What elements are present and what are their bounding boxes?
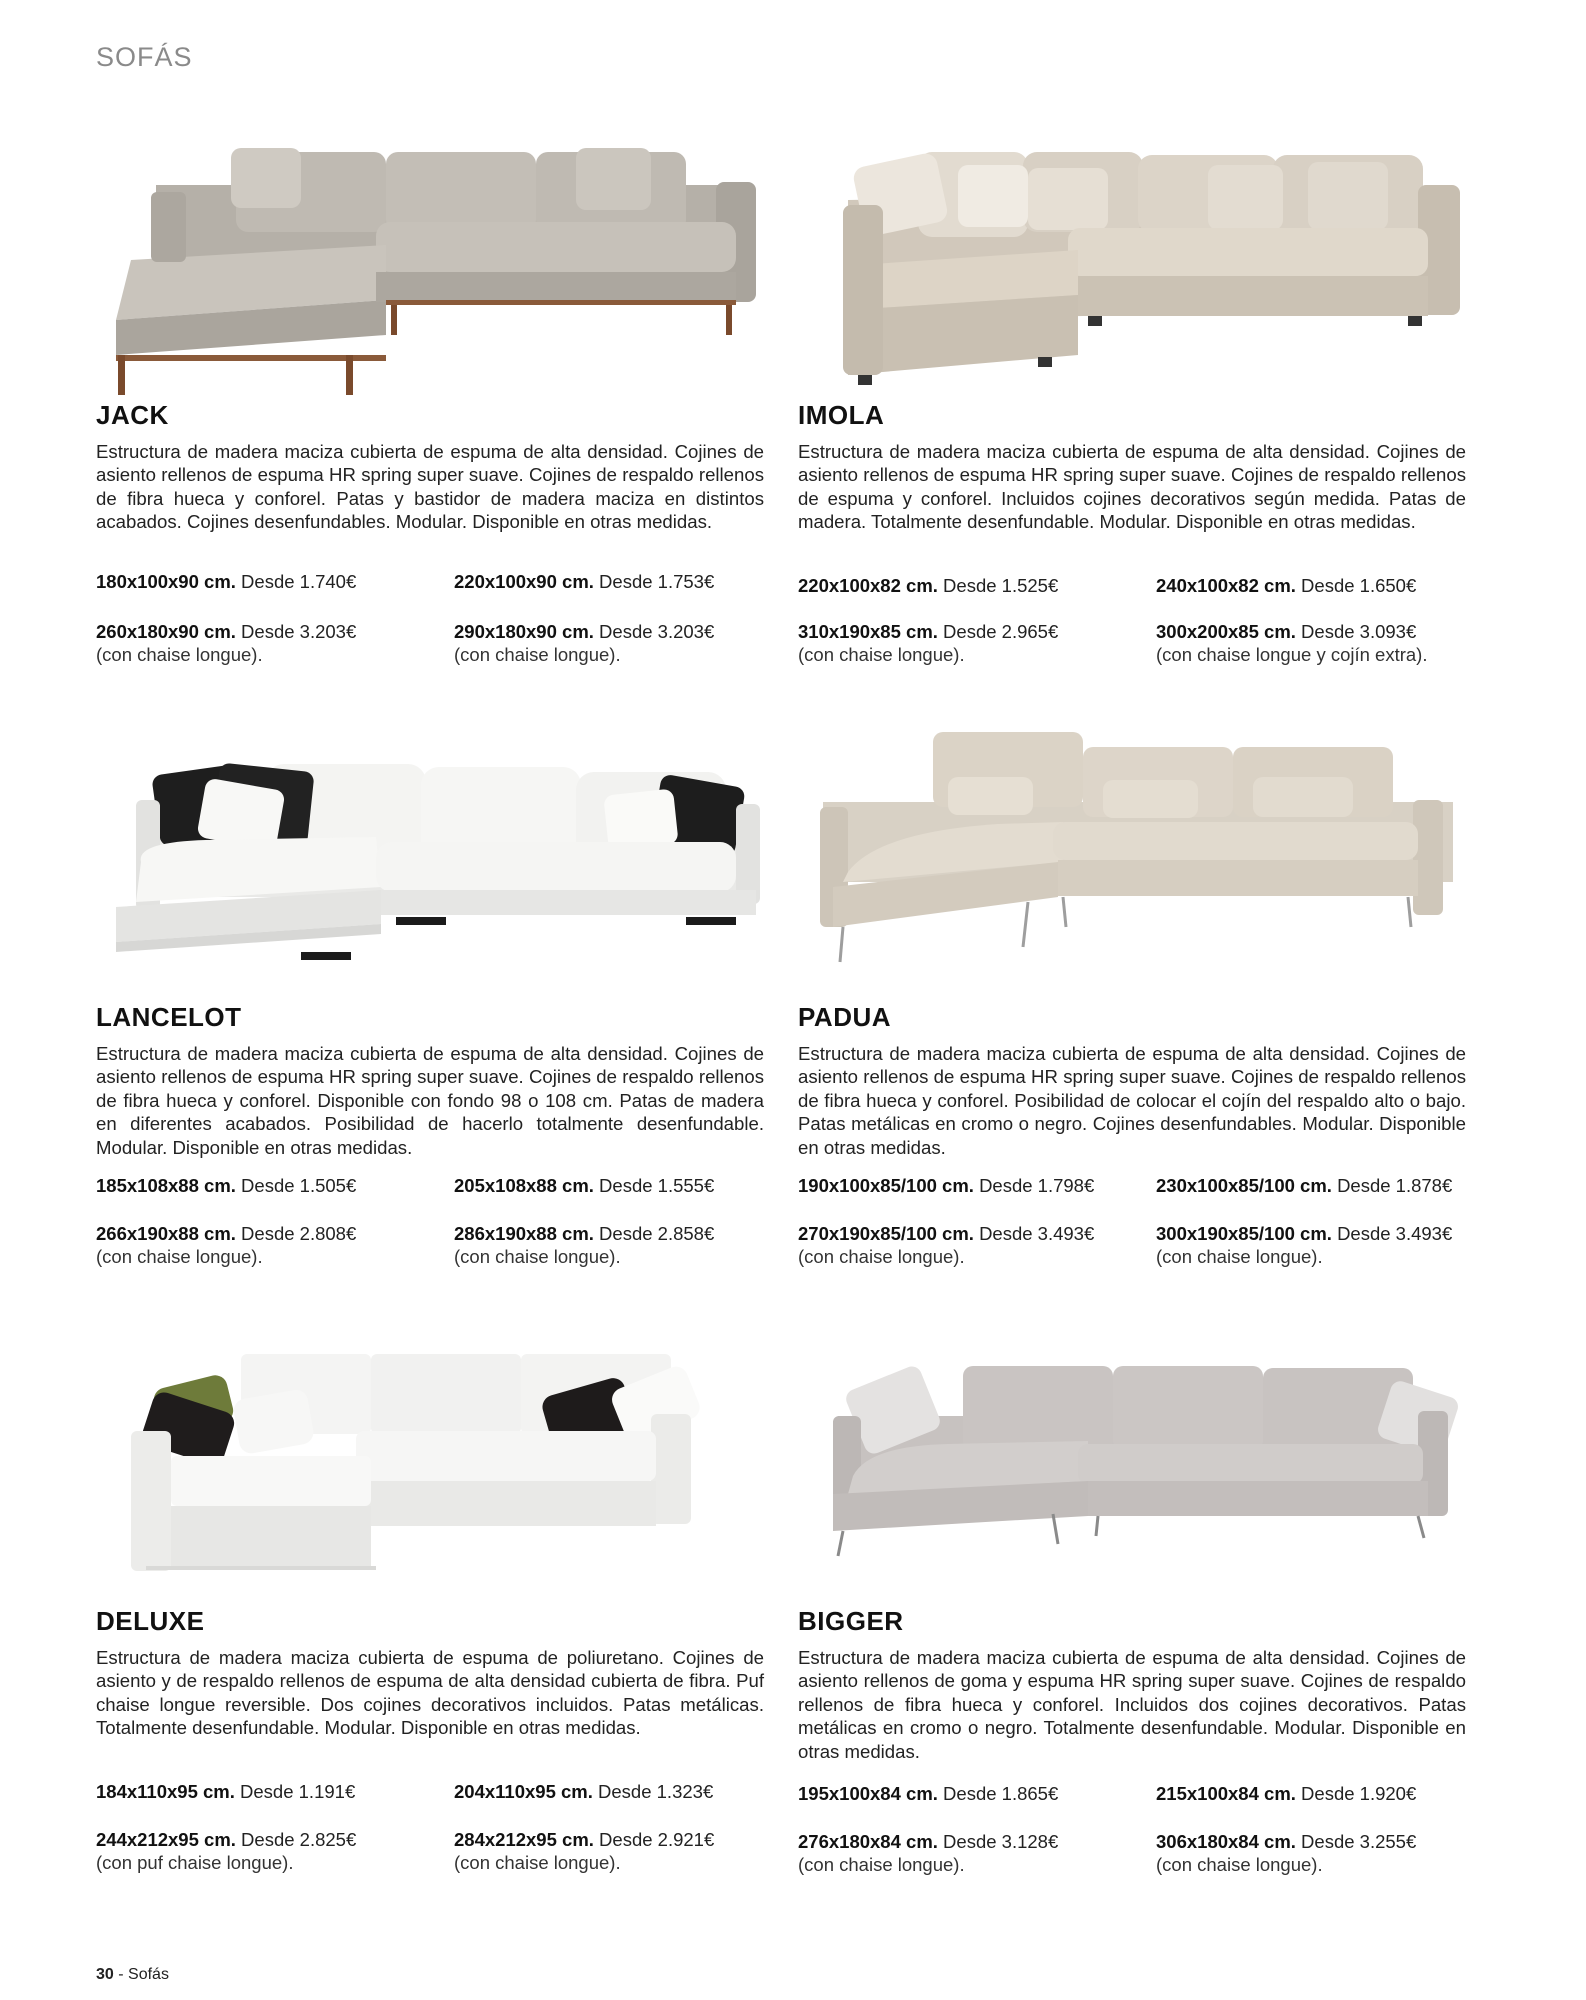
beige-corner-sofa-image	[798, 110, 1470, 410]
price-value: Desde 1.555€	[599, 1175, 715, 1196]
price-option	[798, 620, 1128, 666]
price-option	[1156, 1222, 1486, 1268]
price-option	[454, 620, 784, 666]
product-deluxe	[96, 1316, 768, 1896]
price-option	[96, 1828, 426, 1874]
price-value: Desde 1.753€	[599, 571, 715, 592]
price-option	[454, 1174, 784, 1197]
product-lancelot	[96, 712, 768, 1292]
product-description: Estructura de madera maciza cubierta de espuma de alta densidad. Cojines de asiento rellenos de espuma HR spring super suave. Cojines de respaldo rellenos de fibra hueca y conforel. Posibilidad de colocar el cojín del respaldo alto o bajo. Patas metálicas en cromo o negro. Cojines desenfundables. Modular. Disponible en otras medidas.	[798, 1043, 1466, 1158]
price-dims: 306x180x84 cm.	[1156, 1831, 1296, 1852]
price-note: (con chaise longue).	[798, 644, 965, 665]
price-value: Desde 3.203€	[241, 621, 357, 642]
price-note: (con chaise longue).	[96, 1246, 263, 1267]
product-name: DELUXE	[96, 1606, 205, 1636]
white-chaise-sofa-black-cushions-image	[96, 712, 768, 1012]
price-value: Desde 2.808€	[241, 1223, 357, 1244]
price-value: Desde 1.505€	[241, 1175, 357, 1196]
price-option	[798, 1830, 1128, 1876]
price-note: (con chaise longue y cojín extra).	[1156, 644, 1428, 665]
price-note: (con chaise longue).	[798, 1854, 965, 1875]
page-number: 30	[96, 1966, 114, 1983]
price-option	[1156, 1174, 1486, 1197]
price-dims: 185x108x88 cm.	[96, 1175, 236, 1196]
product-name: LANCELOT	[96, 1002, 242, 1032]
price-dims: 220x100x90 cm.	[454, 571, 594, 592]
price-note: (con chaise longue).	[454, 1246, 621, 1267]
product-description: Estructura de madera maciza cubierta de espuma de alta densidad. Cojines de asiento rellenos de espuma HR spring super suave. Cojines de respaldo rellenos de fibra hueca y conforel. Disponible con fondo 98 o 108 cm. Patas de madera en diferentes acabados. Posibilidad de hacerlo totalmente desenfundable. Modular. Disponible en otras medidas.	[96, 1043, 764, 1158]
page-footer	[96, 1966, 169, 1984]
price-option	[454, 1780, 784, 1803]
price-value: Desde 3.128€	[943, 1831, 1059, 1852]
price-value: Desde 2.921€	[599, 1829, 715, 1850]
price-note: (con chaise longue).	[454, 644, 621, 665]
price-dims: 276x180x84 cm.	[798, 1831, 938, 1852]
price-note: (con chaise longue).	[454, 1852, 621, 1873]
price-dims: 230x100x85/100 cm.	[1156, 1175, 1332, 1196]
price-value: Desde 1.865€	[943, 1783, 1059, 1804]
price-option	[454, 1222, 784, 1268]
product-description: Estructura de madera maciza cubierta de espuma de alta densidad. Cojines de asiento rellenos de espuma HR spring super suave. Cojines de respaldo rellenos de espuma y conforel. Incluidos cojines decorativos según medida. Patas de madera. Totalmente desenfundable. Modular. Disponible en otras medidas.	[798, 441, 1466, 533]
price-value: Desde 1.740€	[241, 571, 357, 592]
price-option	[454, 570, 784, 593]
price-option	[798, 1782, 1128, 1805]
price-dims: 286x190x88 cm.	[454, 1223, 594, 1244]
white-modular-sofa-pouf-image	[96, 1316, 768, 1616]
price-value: Desde 1.920€	[1301, 1783, 1417, 1804]
price-dims: 260x180x90 cm.	[96, 621, 236, 642]
product-description: Estructura de madera maciza cubierta de espuma de poliuretano. Cojines de asiento y de respaldo rellenos de espuma de alta densidad cubierta de fibra. Puf chaise longue reversible. Dos cojines decorativos incluidos. Patas metálicas. Totalmente desenfundable. Modular. Disponible en otras medidas.	[96, 1647, 764, 1739]
price-value: Desde 2.965€	[943, 621, 1059, 642]
price-option	[96, 1222, 426, 1268]
price-value: Desde 1.878€	[1337, 1175, 1453, 1196]
price-value: Desde 3.493€	[979, 1223, 1095, 1244]
price-option	[1156, 574, 1486, 597]
price-value: Desde 3.255€	[1301, 1831, 1417, 1852]
product-padua	[798, 712, 1470, 1292]
price-dims: 184x110x95 cm.	[96, 1781, 235, 1802]
price-dims: 180x100x90 cm.	[96, 571, 236, 592]
price-value: Desde 1.650€	[1301, 575, 1417, 596]
price-value: Desde 3.493€	[1337, 1223, 1453, 1244]
price-value: Desde 1.525€	[943, 575, 1059, 596]
price-option	[798, 1174, 1128, 1197]
product-bigger	[798, 1316, 1470, 1896]
taupe-chaise-sofa-image	[798, 1316, 1470, 1616]
price-note: (con chaise longue).	[96, 644, 263, 665]
product-jack	[96, 110, 768, 690]
price-option	[798, 574, 1128, 597]
price-dims: 240x100x82 cm.	[1156, 575, 1296, 596]
price-dims: 300x200x85 cm.	[1156, 621, 1296, 642]
price-dims: 220x100x82 cm.	[798, 575, 938, 596]
footer-section: Sofás	[128, 1966, 169, 1983]
footer-separator: -	[118, 1966, 124, 1983]
price-note: (con chaise longue).	[1156, 1246, 1323, 1267]
price-dims: 195x100x84 cm.	[798, 1783, 938, 1804]
price-value: Desde 3.093€	[1301, 621, 1417, 642]
product-description: Estructura de madera maciza cubierta de espuma de alta densidad. Cojines de asiento rellenos de goma y espuma HR spring super suave. Cojines de respaldo rellenos de fibra hueca y conforel. Incluidos dos cojines decorativos. Patas metálicas en cromo o negro. Totalmente desenfundable. Modular. Disponible en otras medidas.	[798, 1647, 1466, 1762]
price-value: Desde 1.323€	[598, 1781, 714, 1802]
product-imola	[798, 110, 1470, 690]
price-note: (con puf chaise longue).	[96, 1852, 294, 1873]
product-name: IMOLA	[798, 400, 885, 430]
product-name: PADUA	[798, 1002, 892, 1032]
price-dims: 204x110x95 cm.	[454, 1781, 593, 1802]
cream-chaise-sofa-metal-legs-image	[798, 712, 1470, 1012]
price-option	[96, 1174, 426, 1197]
price-note: (con chaise longue).	[1156, 1854, 1323, 1875]
price-dims: 244x212x95 cm.	[96, 1829, 236, 1850]
price-dims: 215x100x84 cm.	[1156, 1783, 1296, 1804]
product-name: JACK	[96, 400, 169, 430]
price-option	[96, 570, 426, 593]
price-dims: 270x190x85/100 cm.	[798, 1223, 974, 1244]
price-value: Desde 1.798€	[979, 1175, 1095, 1196]
price-dims: 300x190x85/100 cm.	[1156, 1223, 1332, 1244]
price-dims: 266x190x88 cm.	[96, 1223, 236, 1244]
price-dims: 284x212x95 cm.	[454, 1829, 594, 1850]
price-value: Desde 2.825€	[241, 1829, 357, 1850]
price-note: (con chaise longue).	[798, 1246, 965, 1267]
product-name: BIGGER	[798, 1606, 904, 1636]
price-dims: 205x108x88 cm.	[454, 1175, 594, 1196]
price-value: Desde 3.203€	[599, 621, 715, 642]
price-option	[96, 1780, 426, 1803]
product-description: Estructura de madera maciza cubierta de espuma de alta densidad. Cojines de asiento rellenos de espuma HR spring super suave. Cojines de respaldo rellenos de fibra hueca y conforel. Patas y bastidor de madera maciza en distintos acabados. Cojines desenfundables. Modular. Disponible en otras medidas.	[96, 441, 764, 533]
price-option	[1156, 620, 1486, 666]
price-dims: 190x100x85/100 cm.	[798, 1175, 974, 1196]
price-option	[96, 620, 426, 666]
price-value: Desde 1.191€	[240, 1781, 356, 1802]
price-option	[454, 1828, 784, 1874]
price-option	[798, 1222, 1128, 1268]
price-option	[1156, 1782, 1486, 1805]
price-option	[1156, 1830, 1486, 1876]
section-title: SOFÁS	[96, 42, 193, 72]
grey-corner-sofa-wood-legs-image	[96, 110, 768, 410]
price-value: Desde 2.858€	[599, 1223, 715, 1244]
price-dims: 310x190x85 cm.	[798, 621, 938, 642]
price-dims: 290x180x90 cm.	[454, 621, 594, 642]
